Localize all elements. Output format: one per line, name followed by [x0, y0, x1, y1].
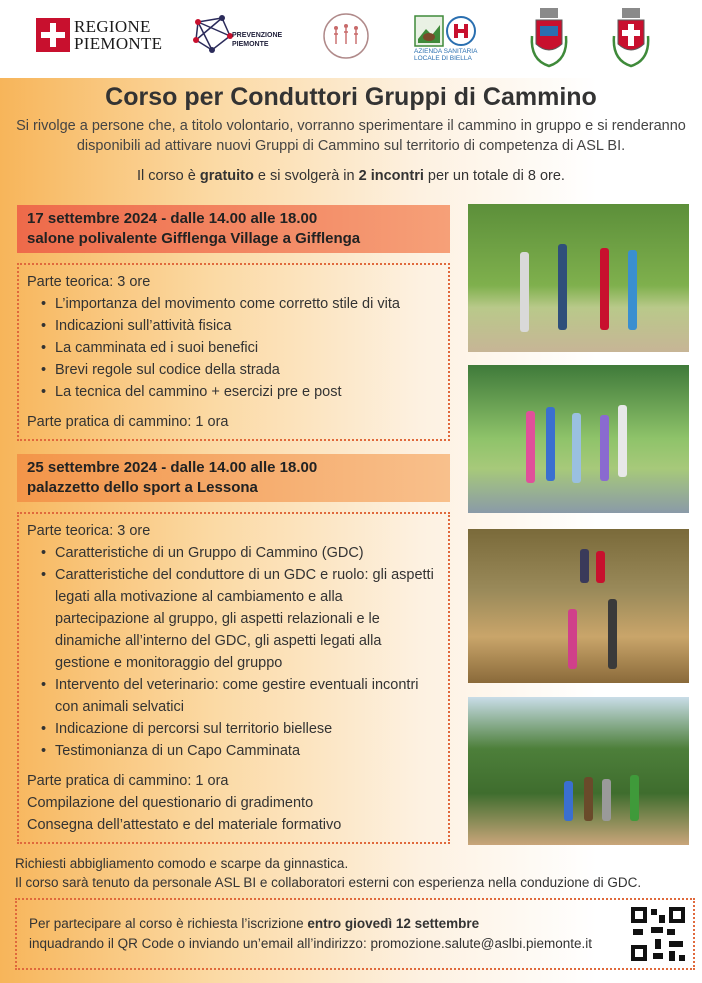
- qr-code-icon[interactable]: [629, 905, 687, 963]
- summary-meetings: 2 incontri: [358, 168, 424, 184]
- list-item: • Caratteristiche di un Gruppo di Cammino (GDC): [41, 542, 440, 564]
- walker-figure: [558, 244, 567, 330]
- list-item: • Caratteristiche del conduttore di un GDC e ruolo: gli aspetti legati alla motivazione al cambiamento e alla partecipazione al gruppo, gli aspetti relazionali e le dinamiche all’interno del GDC, gli aspetti legati alla gestione e monitoraggio del gruppo: [41, 564, 440, 674]
- page-title: Corso per Conduttori Gruppi di Cammino: [105, 83, 597, 111]
- prevenzione-line1: PREVENZIONE: [232, 32, 283, 39]
- walker-figure: [608, 599, 617, 669]
- walker-figure: [628, 250, 637, 330]
- walker-figure: [568, 609, 577, 669]
- summary-prefix: Il corso è: [137, 168, 200, 184]
- asl-line2: LOCALE DI BIELLA: [414, 55, 472, 62]
- session1-date: 17 settembre 2024 - dalle 14.00 alle 18.00: [27, 210, 318, 227]
- course-summary: [0, 168, 702, 184]
- walker-figure: [564, 781, 573, 821]
- session2-certificate: Consegna dell’attestato e del materiale formativo: [27, 817, 342, 833]
- session1-program: [17, 263, 450, 441]
- photo-forest-trail: [468, 529, 689, 683]
- summary-free: gratuito: [199, 168, 254, 184]
- regione-piemonte-wordmark: [74, 18, 162, 52]
- session1-theory-label: Parte teorica: 3 ore: [27, 274, 151, 290]
- registration-deadline: entro giovedì 12 settembre: [307, 916, 480, 931]
- notes-clothing: Richiesti abbigliamento comodo e scarpe da ginnastica.: [15, 856, 349, 871]
- list-item: • Intervento del veterinario: come gestire eventuali incontri con animali selvatici: [41, 674, 440, 718]
- session2-questionnaire: Compilazione del questionario di gradimento: [27, 795, 314, 811]
- list-item: • Indicazioni sull’attività fisica: [41, 315, 440, 337]
- photo-walkers-park: [468, 204, 689, 352]
- regione-piemonte-flag-icon: [36, 18, 70, 52]
- session2-header: [17, 454, 450, 502]
- notes: [15, 854, 695, 892]
- registration-contact[interactable]: inquadrando il QR Code o inviando un’email all’indirizzo: promozione.salute@aslbi.piemonte.it: [29, 936, 593, 951]
- prevenzione-piemonte-wordmark: [232, 31, 282, 49]
- registration-prefix: Per partecipare al corso è richiesta l’iscrizione: [29, 916, 308, 931]
- walker-figure: [584, 777, 593, 821]
- gruppi-cammino-circle-logo: [322, 12, 370, 60]
- list-item: • L’importanza del movimento come corretto stile di vita: [41, 293, 440, 315]
- logo-bar: [0, 0, 702, 78]
- session2-topics: [41, 542, 440, 762]
- list-item: • La camminata ed i suoi benefici: [41, 337, 440, 359]
- municipal-crest-icon-2: [608, 6, 654, 70]
- intro-text: Si rivolge a persone che, a titolo volontario, vorranno sperimentare il cammino in gruppo e si renderanno disponibili ad attivare nuovi Gruppi di Cammino sul territorio di competenza di ASL BI.: [16, 118, 686, 154]
- walker-figure: [600, 248, 609, 330]
- session1-location: salone polivalente Gifflenga Village a Gifflenga: [27, 230, 361, 247]
- list-item: • La tecnica del cammino + esercizi pre e post: [41, 381, 440, 403]
- photo-group-path: [468, 365, 689, 513]
- list-item: • Indicazione di percorsi sul territorio biellese: [41, 718, 440, 740]
- notes-staff: Il corso sarà tenuto da personale ASL BI e collaboratori esterni con esperienza nella conduzione di GDC.: [15, 875, 642, 890]
- walker-figure: [580, 549, 589, 583]
- regione-line2: PIEMONTE: [74, 34, 163, 53]
- session2-practice-label: Parte pratica di cammino: 1 ora: [27, 773, 229, 789]
- walker-figure: [572, 413, 581, 483]
- session1-topics: [41, 293, 440, 403]
- walker-figure: [520, 252, 529, 332]
- regione-line1: REGIONE: [74, 17, 151, 36]
- prevenzione-line2: PIEMONTE: [232, 41, 269, 48]
- walker-figure: [526, 411, 535, 483]
- asl-biella-logo-icon: [414, 15, 476, 47]
- session2-theory-label: Parte teorica: 3 ore: [27, 523, 151, 539]
- photo-hikers-valley: [468, 697, 689, 845]
- walker-figure: [600, 415, 609, 481]
- walker-figure: [602, 779, 611, 821]
- walker-figure: [546, 407, 555, 481]
- walker-figure: [630, 775, 639, 821]
- list-item: • Testimonianza di un Capo Camminata: [41, 740, 440, 762]
- walker-figure: [618, 405, 627, 477]
- registration-box: [15, 898, 695, 970]
- list-item: • Brevi regole sul codice della strada: [41, 359, 440, 381]
- session1-practice-label: Parte pratica di cammino: 1 ora: [27, 414, 229, 430]
- registration-line1: [29, 914, 681, 934]
- session1-header: [17, 205, 450, 253]
- summary-suffix: per un totale di 8 ore.: [423, 168, 565, 184]
- session2-date: 25 settembre 2024 - dalle 14.00 alle 18.00: [27, 459, 318, 476]
- session2-location: palazzetto dello sport a Lessona: [27, 479, 258, 496]
- asl-biella-wordmark: [414, 48, 477, 62]
- summary-middle: e si svolgerà in: [253, 168, 359, 184]
- asl-line1: AZIENDA SANITARIA: [414, 48, 478, 55]
- walker-figure: [596, 551, 605, 583]
- session2-program: [17, 512, 450, 844]
- prevenzione-network-icon: [192, 14, 234, 56]
- municipal-crest-icon-1: [526, 6, 572, 70]
